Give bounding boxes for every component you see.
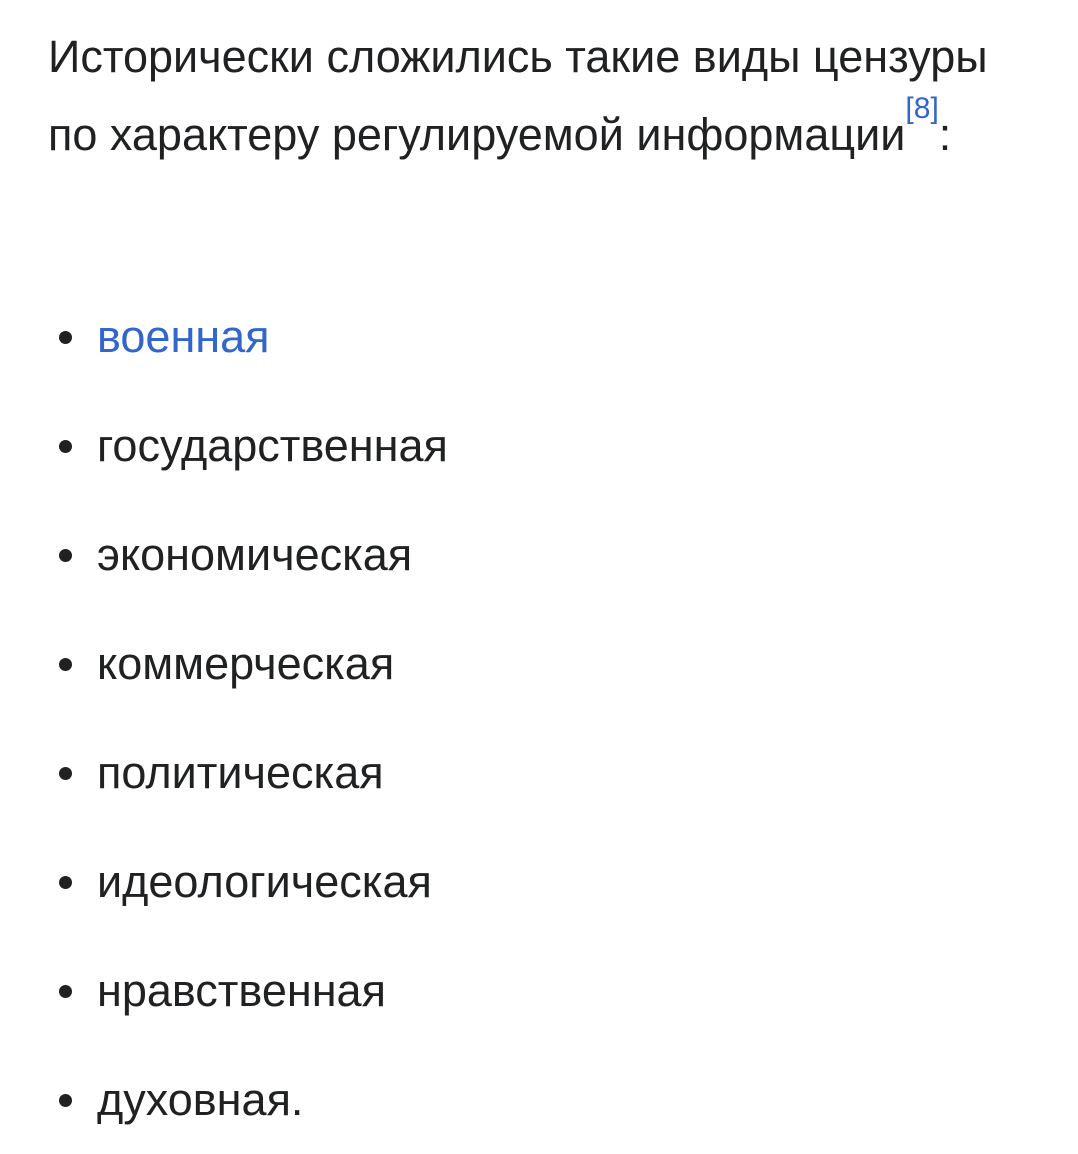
list-item (0, 609, 1078, 718)
list-item (0, 936, 1078, 1045)
list-item (0, 1045, 1078, 1154)
military-censorship-link[interactable]: военная (97, 311, 270, 362)
intro-colon: : (938, 109, 952, 160)
bullet-icon (59, 876, 72, 889)
list-item-label: экономическая (97, 529, 413, 580)
bullet-icon (59, 549, 72, 562)
list-item (0, 391, 1078, 500)
reference-link[interactable]: [8] (905, 92, 939, 125)
bullet-icon (59, 331, 72, 344)
intro-text: Исторически сложились такие виды цензуры по характеру регулируемой информации (48, 31, 988, 160)
intro-paragraph (48, 18, 1048, 174)
list-item-label: духовная. (97, 1074, 304, 1125)
list-item (0, 718, 1078, 827)
list-item-label: идеологическая (97, 856, 432, 907)
list-item-label: государственная (97, 420, 448, 471)
bullet-icon (59, 1094, 72, 1107)
list-item (0, 500, 1078, 609)
bullet-icon (59, 767, 72, 780)
list-item-label: коммерческая (97, 638, 395, 689)
list-item (0, 827, 1078, 936)
list-item (0, 282, 1078, 391)
bullet-icon (59, 985, 72, 998)
list-item-label: нравственная (97, 965, 386, 1016)
bullet-icon (59, 440, 72, 453)
list-item-label: политическая (97, 747, 384, 798)
bullet-icon (59, 658, 72, 671)
censorship-types-list (0, 282, 1078, 1154)
